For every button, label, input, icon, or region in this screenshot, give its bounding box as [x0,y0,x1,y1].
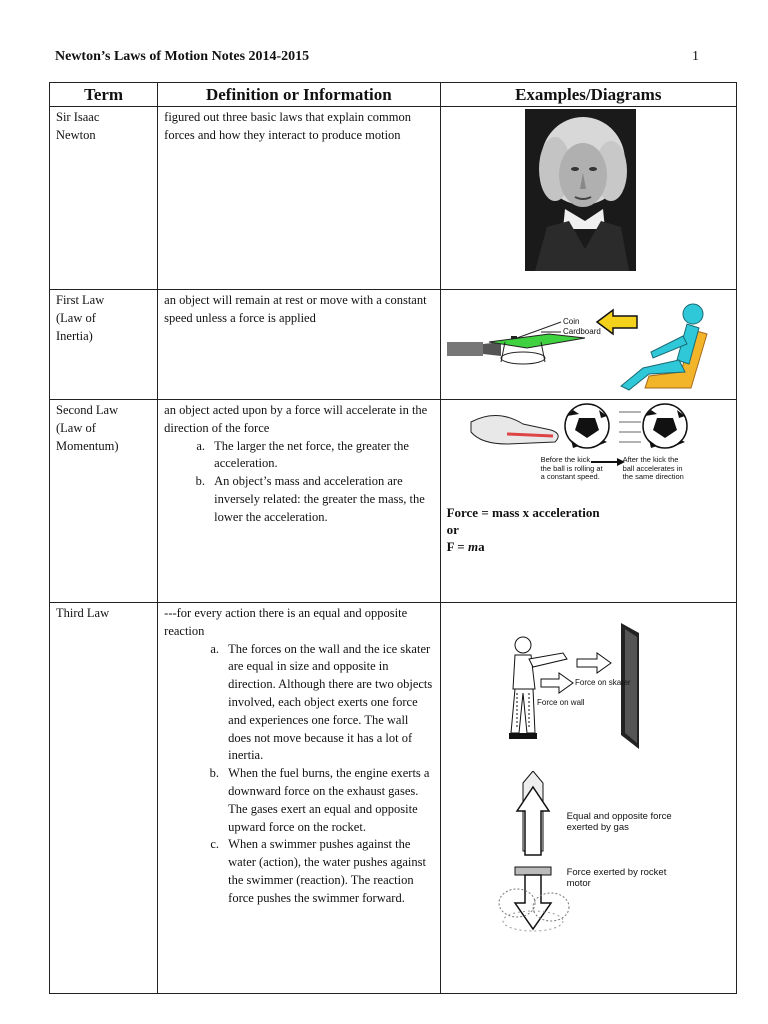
third-law-points [164,641,433,908]
list-item: a. The forces on the wall and the ice skater are equal in size and opposite in direction. Although there are two objects involved, each object exerts one force and experiences one force. The wall does not move because it has a lot of inertia. [222,641,433,766]
definition-text: ---for every action there is an equal and opposite reaction [164,606,408,638]
definition-cell [158,107,440,290]
column-header-examples: Examples/Diagrams [440,83,736,107]
force-on-skater-label: Force on skater [574,678,631,687]
coin-label: Coin [562,317,580,326]
force-on-wall-label: Force on wall [536,698,585,707]
table-row-newton [50,107,737,290]
list-item: a. The larger the net force, the greater the acceleration. [208,438,433,474]
cardboard-label: Cardboard [562,327,601,336]
term-cell [50,107,158,290]
formula-a: a [478,539,485,554]
inertia-diagram [445,302,727,394]
table-row-first-law [50,290,737,400]
list-item: b. An object’s mass and acceleration are inversely related: the greater the mass, the lower the acceleration. [208,473,433,526]
formula-words: Force = mass x acceleration [446,505,600,520]
term-line: Inertia) [56,328,93,343]
definition-cell [158,603,440,994]
formula-f-equals: F = [446,539,468,554]
notes-table [49,82,737,994]
list-item: c. When a swimmer pushes against the water (action), the water pushes against the swimmer (reaction). The reaction force pushes the swimmer forward. [222,836,433,907]
term-line: First Law [56,293,105,307]
document-title: Newton’s Laws of Motion Notes 2014-2015 [55,49,310,64]
term-line: (Law of [56,310,96,325]
term-cell [50,400,158,603]
page-number: 1 [692,49,699,64]
rocket-diagram [487,771,587,937]
term-cell [50,290,158,400]
example-cell [440,290,736,400]
example-cell [440,603,736,994]
table-row-third-law [50,603,737,994]
definition-cell [158,290,440,400]
before-kick-caption: Before the kick, the ball is rolling at a constant speed. [540,455,603,481]
table-header-row [50,83,737,107]
term-cell [50,603,158,994]
term-line: Sir Isaac [56,110,100,124]
definition-text: an object acted upon by a force will accelerate in the direction of the force [164,403,428,435]
formula-or: or [446,522,459,537]
list-item: b. When the fuel burns, the engine exerts a downward force on the exhaust gases. The gases exert an equal and opposite upward force on the rocket. [222,765,433,836]
term-line: Second Law [56,403,119,417]
table-row-second-law [50,400,737,603]
skater-wall-diagram [471,623,641,749]
example-cell [440,107,736,290]
definition-text: figured out three basic laws that explain common forces and how they interact to produce motion [164,110,411,142]
after-kick-caption: After the kick the ball accelerates in the same direction [622,455,684,481]
term-line: (Law of [56,420,96,435]
definition-text: an object will remain at rest or move with a constant speed unless a force is applied [164,293,427,325]
column-header-term: Term [50,83,158,107]
definition-cell [158,400,440,603]
rocket-motor-caption: Force exerted by rocket motor [566,867,667,889]
second-law-formula [447,504,600,555]
column-header-definition: Definition or Information [158,83,440,107]
newton-portrait-image [525,109,636,271]
term-line: Momentum) [56,438,119,453]
gas-force-caption: Equal and opposite force exerted by gas [566,811,672,833]
term-line: Newton [56,127,96,142]
example-cell [440,400,736,603]
formula-symbolic [447,538,600,555]
formula-m: m [467,539,479,554]
second-law-points [164,438,433,527]
term-line: Third Law [56,606,110,620]
